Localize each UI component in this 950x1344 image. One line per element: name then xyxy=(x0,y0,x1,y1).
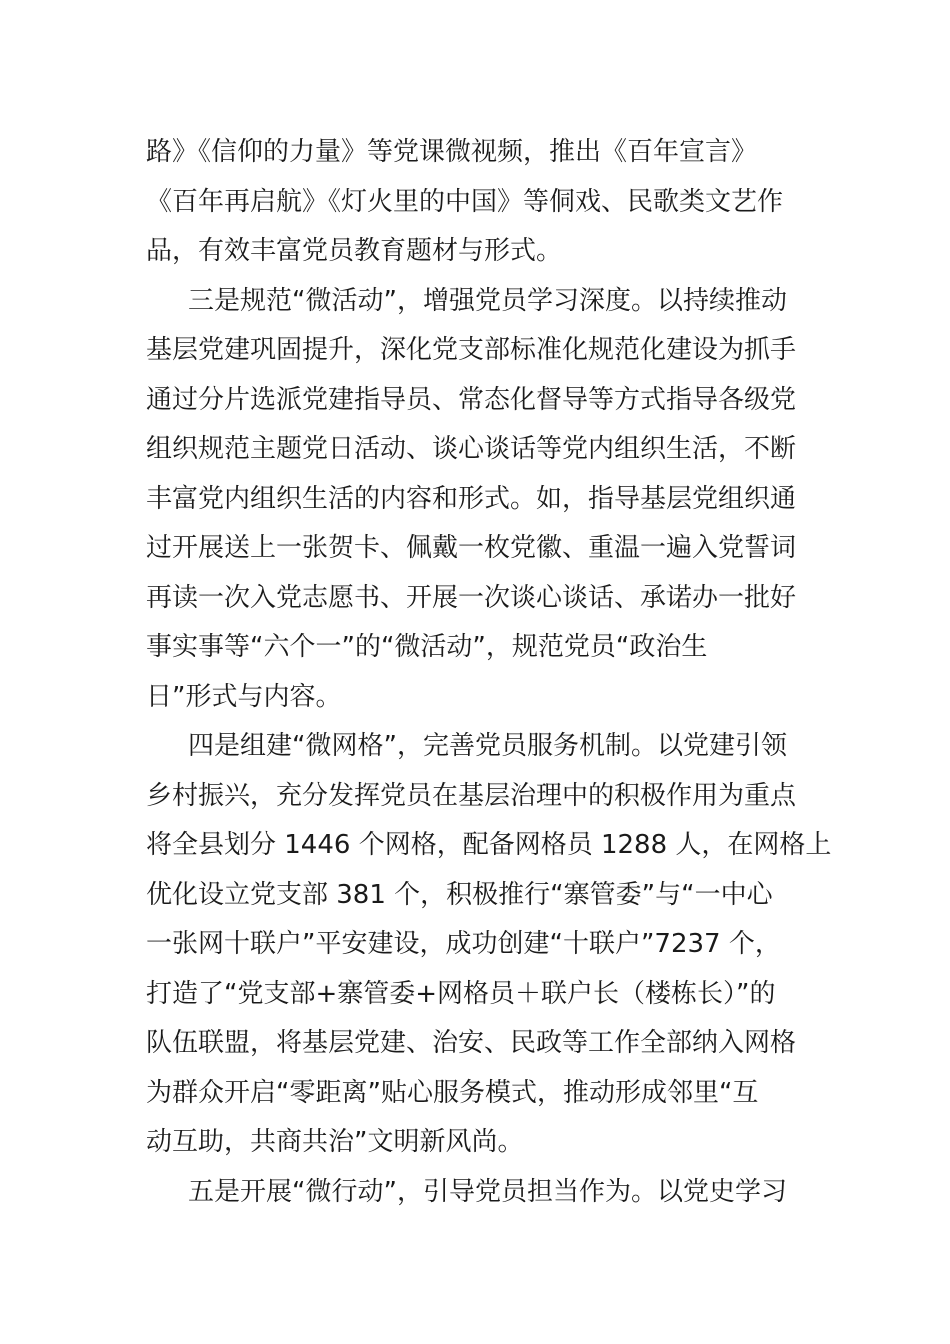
text-line: 将全县划分 1446 个网格，配备网格员 1288 人，在网格上 xyxy=(146,830,832,860)
text-line: 一张网十联户”平安建设，成功创建“十联户”7237 个， xyxy=(146,929,781,959)
paragraph-start-line: 五是开展“微行动”，引导党员担当作为。以党史学习 xyxy=(188,1176,787,1207)
text-line: 《百年再启航》《灯火里的中国》等侗戏、民歌类文艺作 xyxy=(146,186,784,217)
text-line: 丰富党内组织生活的内容和形式。如，指导基层党组织通 xyxy=(146,483,797,514)
paragraph-start-line: 四是组建“微网格”，完善党员服务机制。以党建引领 xyxy=(188,731,787,761)
text-line: 组织规范主题党日活动、谈心谈话等党内组织生活，不断 xyxy=(146,434,797,464)
text-line: 动互助，共商共治”文明新风尚。 xyxy=(146,1127,524,1157)
text-line: 品，有效丰富党员教育题材与形式。 xyxy=(146,236,563,266)
paragraph-start-line: 三是规范“微活动”，增强党员学习深度。以持续推动 xyxy=(188,285,787,316)
text-line: 优化设立党支部 381 个，积极推行“寨管委”与“一中心 xyxy=(146,879,773,910)
text-line: 乡村振兴，充分发挥党员在基层治理中的积极作用为重点 xyxy=(146,780,797,811)
text-line: 打造了“党支部+寨管委+网格员＋联户长（楼栋长）”的 xyxy=(146,978,776,1009)
text-line: 过开展送上一张贺卡、佩戴一枚党徽、重温一遍入党誓词 xyxy=(146,533,797,563)
text-line: 事实事等“六个一”的“微活动”，规范党员“政治生 xyxy=(146,632,708,662)
text-line: 通过分片选派党建指导员、常态化督导等方式指导各级党 xyxy=(146,384,797,415)
text-line: 基层党建巩固提升，深化党支部标准化规范化建设为抓手 xyxy=(146,335,797,365)
text-line: 队伍联盟，将基层党建、治安、民政等工作全部纳入网格 xyxy=(146,1028,797,1058)
document-body xyxy=(146,128,832,1217)
text-line: 路》《信仰的力量》等党课微视频，推出《百年宣言》 xyxy=(146,137,758,167)
text-line: 日”形式与内容。 xyxy=(146,681,342,712)
text-line: 为群众开启“零距离”贴心服务模式，推动形成邻里“互 xyxy=(146,1077,759,1108)
text-line: 再读一次入党志愿书、开展一次谈心谈话、承诺办一批好 xyxy=(146,582,797,613)
